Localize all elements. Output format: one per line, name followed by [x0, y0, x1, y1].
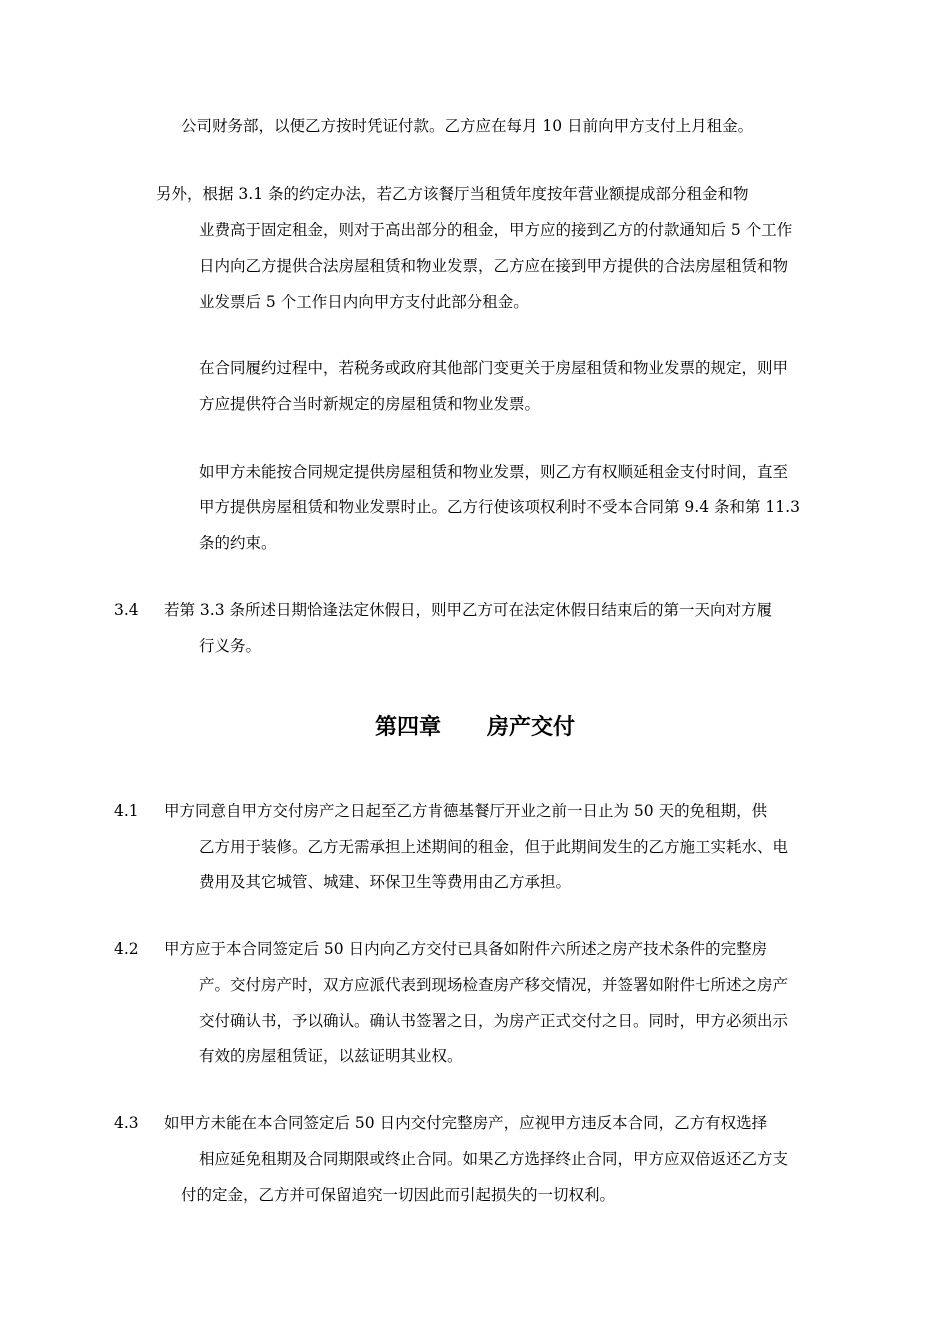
paragraph-line: 方应提供符合当时新规定的房屋租赁和物业发票。 — [199, 395, 541, 413]
chapter-label: 第四章 — [375, 714, 442, 740]
paragraph-line: 如甲方未能在本合同签定后 50 日内交付完整房产，应视甲方违反本合同，乙方有权选择 — [164, 1114, 768, 1132]
clause-number: 3.4 — [114, 601, 139, 619]
paragraph-line: 甲方提供房屋租赁和物业发票时止。乙方行使该项权利时不受本合同第 9.4 条和第 11.3 — [199, 498, 800, 516]
paragraph-line: 业费高于固定租金，则对于高出部分的租金，甲方应的接到乙方的付款通知后 5 个工作 — [199, 221, 793, 239]
paragraph-line: 如甲方未能按合同规定提供房屋租赁和物业发票，则乙方有权顺延租金支付时间，直至 — [199, 463, 789, 481]
clause-number: 4.3 — [114, 1114, 139, 1132]
paragraph-line: 有效的房屋租赁证，以兹证明其业权。 — [199, 1047, 463, 1065]
paragraph-line: 乙方用于装修。乙方无需承担上述期间的租金，但于此期间发生的乙方施工实耗水、电 — [199, 838, 789, 856]
paragraph-line: 行义务。 — [199, 637, 262, 655]
paragraph-line: 公司财务部，以便乙方按时凭证付款。乙方应在每月 10 日前向甲方支付上月租金。 — [181, 117, 754, 135]
chapter-title: 房产交付 — [486, 714, 575, 740]
paragraph-line: 业发票后 5 个工作日内向甲方支付此部分租金。 — [199, 293, 529, 311]
chapter-heading — [0, 712, 950, 742]
paragraph-line: 交付确认书，予以确认。确认书签署之日，为房产正式交付之日。同时，甲方必须出示 — [199, 1012, 789, 1030]
paragraph-line: 条的约束。 — [199, 534, 277, 552]
paragraph-line: 相应延免租期及合同期限或终止合同。如果乙方选择终止合同，甲方应双倍返还乙方支 — [199, 1150, 789, 1168]
paragraph-line: 在合同履约过程中，若税务或政府其他部门变更关于房屋租赁和物业发票的规定，则甲 — [199, 359, 789, 377]
paragraph-line: 费用及其它城管、城建、环保卫生等费用由乙方承担。 — [199, 873, 572, 891]
paragraph-line: 产。交付房产时，双方应派代表到现场检查房产移交情况，并签署如附件七所述之房产 — [199, 976, 789, 994]
paragraph-line: 甲方同意自甲方交付房产之日起至乙方肯德基餐厅开业之前一日止为 50 天的免租期，供 — [164, 802, 768, 820]
paragraph-line: 若第 3.3 条所述日期恰逢法定休假日，则甲乙方可在法定休假日结束后的第一天向对方履 — [164, 601, 773, 619]
clause-number: 4.2 — [114, 940, 139, 958]
paragraph-line: 日内向乙方提供合法房屋租赁和物业发票，乙方应在接到甲方提供的合法房屋租赁和物 — [199, 257, 789, 275]
paragraph-line: 付的定金，乙方并可保留追究一切因此而引起损失的一切权利。 — [181, 1186, 616, 1204]
paragraph-line: 另外，根据 3.1 条的约定办法，若乙方该餐厅当租赁年度按年营业额提成部分租金和物 — [156, 185, 749, 203]
clause-number: 4.1 — [114, 802, 139, 820]
paragraph-line: 甲方应于本合同签定后 50 日内向乙方交付已具备如附件六所述之房产技术条件的完整房 — [164, 940, 768, 958]
